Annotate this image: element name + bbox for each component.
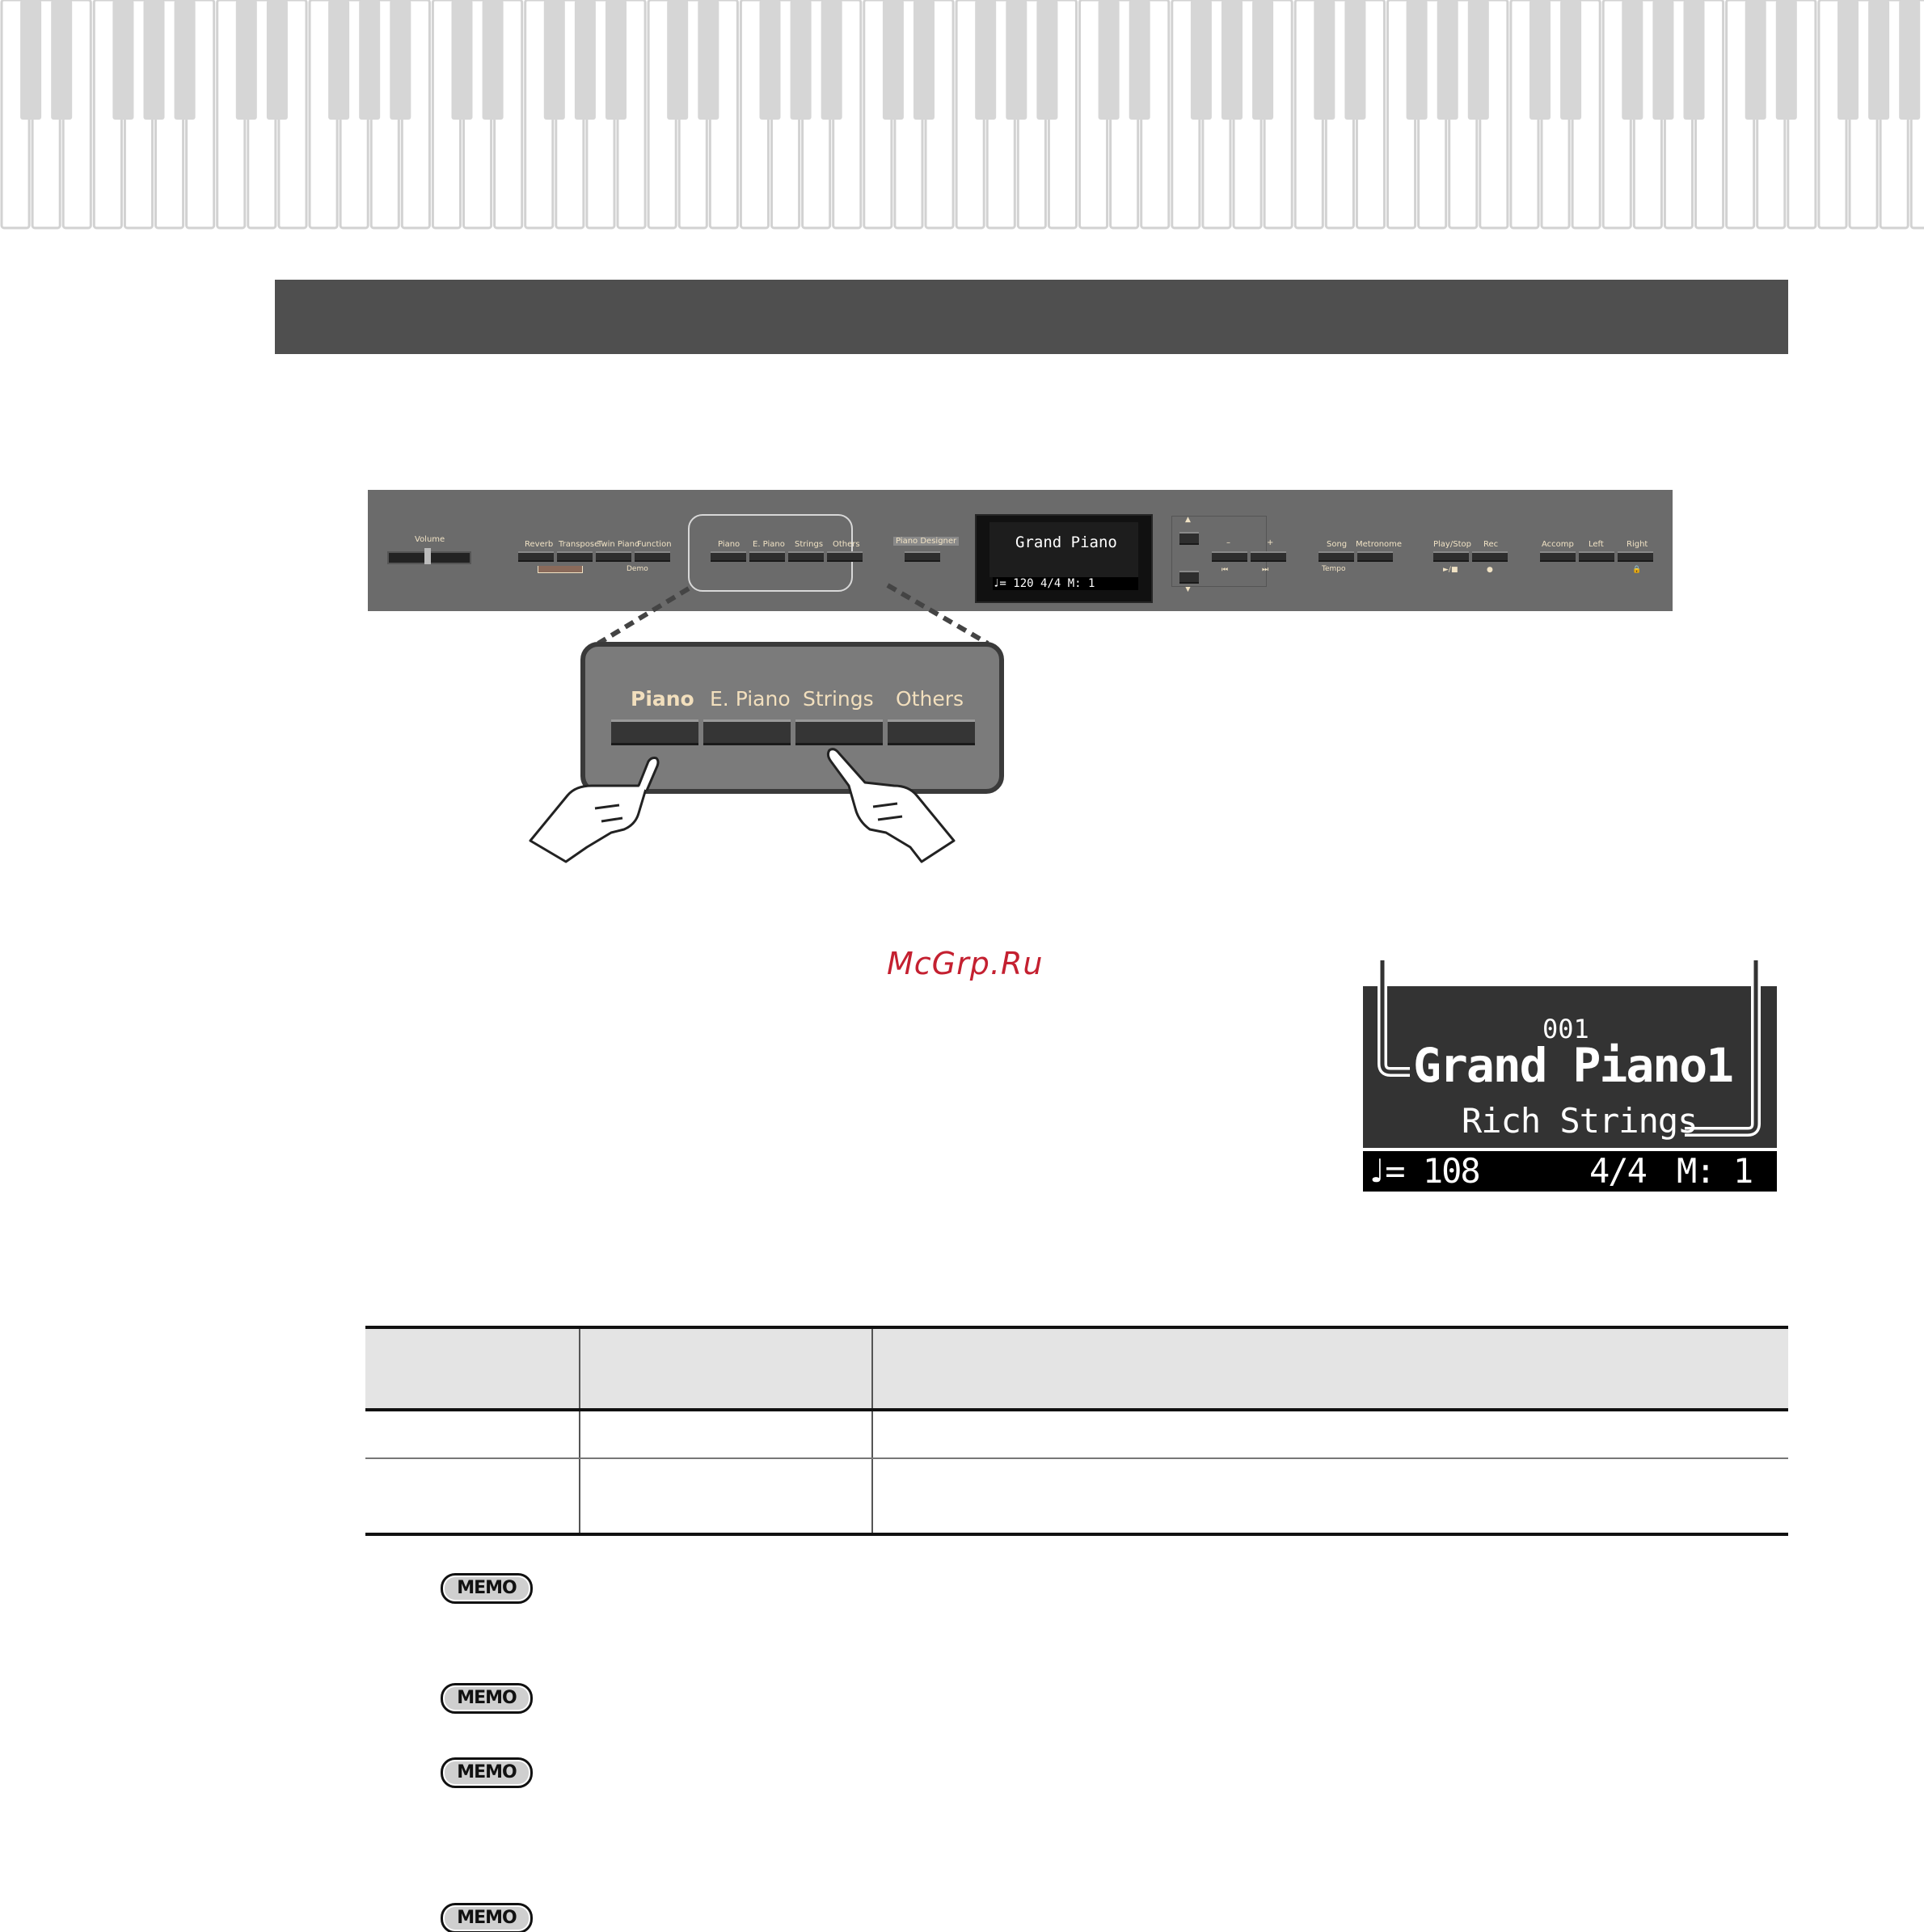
accomp-label: Accomp (1542, 540, 1574, 549)
table-header-cell (365, 1327, 580, 1410)
table-row (365, 1458, 1788, 1534)
plus-label: + (1267, 538, 1274, 547)
panel-others-label: Others (833, 540, 860, 549)
table-cell (365, 1410, 580, 1458)
reverb-label: Reverb (525, 540, 554, 549)
tempo-label: Tempo (1322, 565, 1346, 573)
watermark: McGrp.Ru (887, 946, 1044, 981)
panel-display-status: ♩= 120 4/4 M: 1 (993, 577, 1138, 590)
panel-e-piano-label: E. Piano (753, 540, 785, 549)
song-label: Song (1327, 540, 1348, 549)
piano-designer-label: Piano Designer (893, 537, 959, 546)
panel-strings-label: Strings (795, 540, 824, 549)
rec-label: Rec (1483, 540, 1499, 549)
memo-badge-icon: MEMO (441, 1683, 533, 1714)
table-header-cell (580, 1327, 872, 1410)
tempo-readout: ♩= 108 (1366, 1151, 1479, 1191)
function-label: Function (637, 540, 672, 549)
right-label: Right (1627, 540, 1648, 549)
rewind-icon: ⏮ (1221, 566, 1229, 574)
closeup-piano-label: Piano (631, 687, 694, 711)
table-cell (580, 1410, 872, 1458)
panel-display-title: Grand Piano (1015, 534, 1117, 551)
tone-display-screen (1361, 960, 1778, 1195)
fast-forward-icon: ⏭ (1262, 566, 1269, 574)
left-hand-icon (530, 758, 658, 863)
tone-table (365, 1326, 1788, 1536)
closeup-others-label: Others (896, 687, 964, 711)
table-row (365, 1410, 1788, 1458)
play-stop-label: Play/Stop (1433, 540, 1471, 549)
time-signature-readout: 4/4 (1589, 1151, 1646, 1191)
up-arrow-icon: ▲ (1185, 516, 1191, 524)
table-cell (365, 1458, 580, 1534)
table-header-row (365, 1327, 1788, 1410)
measure-readout: M: 1 (1677, 1151, 1753, 1191)
right-hand-icon (828, 749, 954, 862)
memo-badge-icon: MEMO (441, 1757, 533, 1788)
pressing-hands-illustration (517, 711, 970, 873)
twin-piano-label: Twin Piano (597, 540, 640, 549)
panel-piano-label: Piano (718, 540, 740, 549)
tone-name-primary: Grand Piano1 (1413, 1038, 1733, 1093)
metronome-label: Metronome (1356, 540, 1403, 549)
left-label: Left (1589, 540, 1604, 549)
minus-label: – (1226, 538, 1230, 547)
table-cell (872, 1458, 1788, 1534)
closeup-strings-label: Strings (803, 687, 874, 711)
memo-badge-icon: MEMO (441, 1573, 533, 1604)
lock-icon: 🔒 (1632, 566, 1642, 574)
rec-icon: ● (1487, 566, 1493, 574)
tone-name-secondary: Rich Strings (1462, 1101, 1698, 1141)
table-cell (580, 1458, 872, 1534)
memo-badge-icon: MEMO (441, 1903, 533, 1932)
down-arrow-icon: ▼ (1185, 585, 1191, 593)
table-cell (872, 1410, 1788, 1458)
play-stop-icon: ►/■ (1443, 566, 1458, 574)
volume-label: Volume (415, 535, 445, 544)
transpose-label: Transpose (559, 540, 600, 549)
tone-number: 001 (1542, 1014, 1589, 1044)
table-header-cell (872, 1327, 1788, 1410)
closeup-e-piano-label: E. Piano (710, 687, 791, 711)
demo-label: Demo (627, 565, 648, 573)
